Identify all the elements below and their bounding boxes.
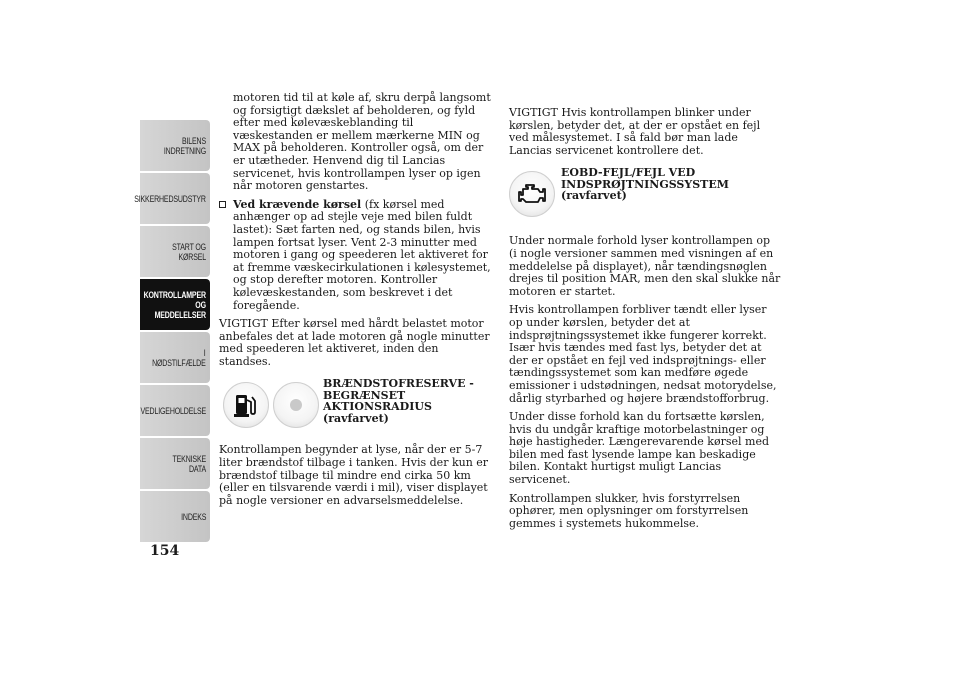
paragraph-important-load: VIGTIGT Efter kørsel med hårdt belastet motor anbefales det at lade motoren gå nogle minutter med speederen let aktiveret, inden den standses.	[219, 317, 490, 368]
tab-label: BILENS INDRETNING	[163, 135, 206, 156]
paragraph-lamp-off: Kontrollampen slukker, hvis forstyrrelsen ophører, men oplysninger om forstyrrelsen gemmes i systemets hukommelse.	[509, 491, 749, 530]
bullet-heading: Ved krævende kørsel	[233, 197, 362, 211]
tab-label: VEDLIGEHOLDELSE	[140, 405, 206, 416]
eobd-warning	[509, 166, 781, 227]
eobd-title-line: EOBD-FEJL/FEJL VED	[561, 166, 696, 180]
fuel-title-line: BRÆNDSTOFRESERVE -	[323, 377, 474, 391]
tab-i-nodstilfaelde[interactable]	[140, 332, 210, 383]
page-number: 154	[150, 543, 180, 559]
paragraph-fuel-reserve: Kontrollampen begynder at lyse, når der er 5-7 liter brændstof tilbage i tanken. Hvis der kun er brændstof tilbage til mindre end cirka 50 km (eller en tilsvarende værdi i mil), viser displayet på nogle versioner en advarselsmeddelelse.	[219, 443, 489, 507]
paragraph-coolant: motoren tid til at køle af, skru derpå langsomt og forsigtigt dækslet af beholderen, og fyld efter med kølevæskeblanding til væskestanden er mellem mærkerne MIN og MAX på beholderen. Kontroller også, om der er utætheder. Henvend dig til Lancias servicenet, hvis kontrollampen lyser op igen når motoren genstartes.	[233, 91, 491, 193]
paragraph-continue-driving: Under disse forhold kan du fortsætte kørslen, hvis du undgår kraftige motorbelastninger og høje hastigheder. Længerevarende kørsel med bilen med fast lysende lampe kan beskadige bilen. Kontakt hurtigst muligt Lancias servicenet.	[509, 410, 769, 487]
fuel-pump-icon	[223, 382, 269, 428]
left-column	[219, 92, 491, 513]
tab-label: KONTROLLAMPER OG MEDDELELSER	[143, 289, 206, 320]
tab-label: INDEKS	[180, 511, 206, 522]
paragraph-blinking: VIGTIGT Hvis kontrollampen blinker under kørslen, betyder det, at der er opstået en fejl ved målesystemet. I så fald bør man lade Lancias servicenet kontrollere det.	[509, 106, 761, 157]
fuel-reserve-title	[323, 378, 491, 424]
fuel-title-line: BEGRÆNSET	[323, 388, 406, 402]
eobd-title-line: INDSPRØJTNINGSSYSTEM	[561, 177, 729, 191]
right-column	[509, 107, 781, 536]
bullet-text: (fx kørsel med anhænger op ad stejle veje med bilen fuldt lastet): Sæt farten ned, og stands bilen, hvis lampen fortsat lyser. Vent 2-3 minutter med motoren i gang og speederen let aktiveret for at fremme væskecirkulationen i kølesystemet, og stop derefter motoren. Kontroller kølevæskestanden, som beskrevet i det foregående.	[233, 197, 491, 312]
tab-bilens-indretning[interactable]	[140, 120, 210, 171]
tab-label: TEKNISKE DATA	[172, 453, 206, 474]
tab-sikkerhedsudstyr[interactable]	[134, 173, 210, 224]
tab-start-og-korsel[interactable]	[140, 226, 210, 277]
eobd-title	[561, 167, 729, 202]
tab-tekniske-data[interactable]	[140, 438, 210, 489]
bullet-square-icon	[219, 201, 226, 208]
tab-kontrollamper[interactable]	[140, 279, 210, 330]
engine-check-icon	[509, 171, 555, 217]
tab-label: START OG KØRSEL	[172, 241, 206, 262]
tab-vedligeholdelse[interactable]	[140, 385, 210, 436]
tab-label: I NØDSTILFÆLDE	[152, 347, 207, 368]
paragraph-stays-lit: Hvis kontrollampen forbliver tændt eller lyser op under kørslen, betyder det at indsprøjtningssystemet ikke fungerer korrekt. Især hvis tændes med fast lys, betyder det at der er opstået en fejl ved indsprøjtnings- eller tændingssystemet som kan medføre øgede emissioner i udstødningen, nedsat motorydelse, dårlig styrbarhed og højere brændstofforbrug.	[509, 303, 777, 405]
eobd-title-line: (ravfarvet)	[561, 189, 627, 203]
bullet-demanding-driving	[219, 199, 491, 312]
indicator-lamp-icon	[273, 382, 319, 428]
fuel-title-line: AKTIONSRADIUS (ravfarvet)	[323, 400, 432, 425]
tab-label: SIKKERHEDSUDSTYR	[134, 193, 206, 204]
tab-indeks[interactable]	[140, 491, 210, 542]
chapter-sidebar	[134, 120, 210, 544]
paragraph-normal-conditions: Under normale forhold lyser kontrollampen op (i nogle versioner sammen med visningen af en meddelelse på displayet), når tændingsnøglen drejes til position MAR, men den skal slukke når motoren er startet.	[509, 234, 781, 298]
fuel-reserve-warning	[219, 378, 491, 436]
